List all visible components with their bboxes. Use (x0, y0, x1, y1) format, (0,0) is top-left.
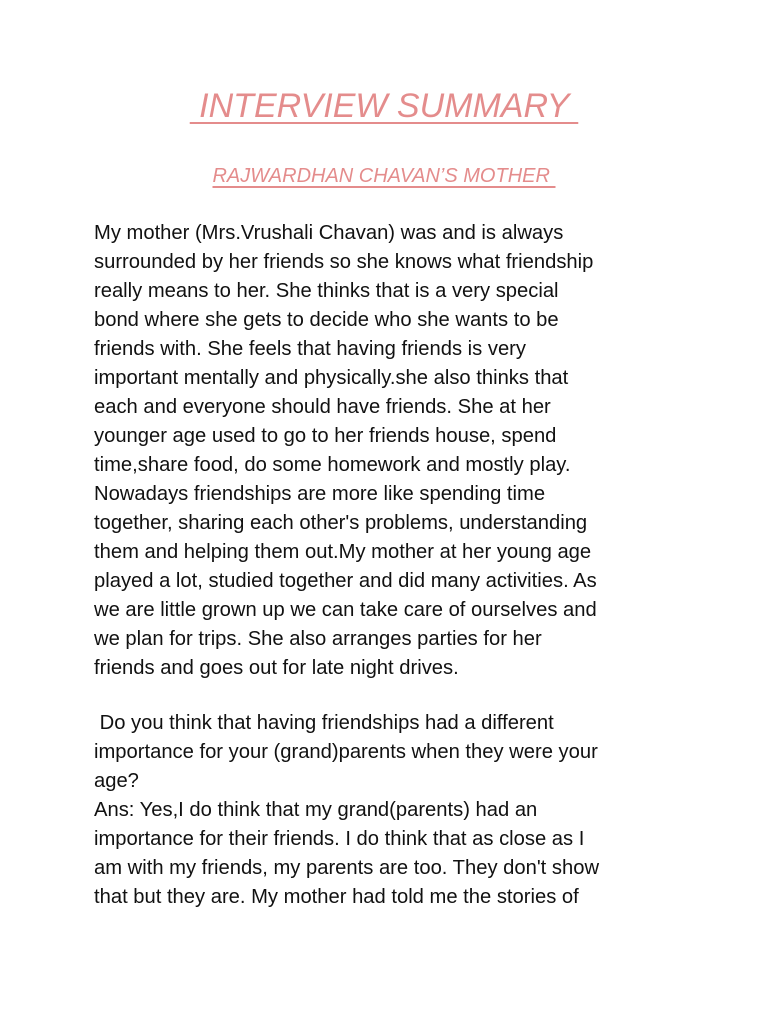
question-line: importance for your (grand)parents when they were your (94, 741, 598, 763)
text-line: really means to her. She thinks that is a very special (94, 280, 559, 302)
text-line: My mother (Mrs.Vrushali Chavan) was and is always (94, 222, 564, 244)
page-subtitle: RAJWARDHAN CHAVAN’S MOTHER (212, 165, 556, 187)
paragraph-1 (94, 219, 684, 683)
text-line: friends with. She feels that having friends is very (94, 338, 527, 360)
answer-line: importance for their friends. I do think that as close as I (94, 828, 585, 850)
text-line: played a lot, studied together and did many activities. As (94, 570, 597, 592)
answer-line: Ans: Yes,I do think that my grand(parents) had an (94, 799, 538, 821)
page-title: INTERVIEW SUMMARY (189, 87, 579, 125)
text-line: we are little grown up we can take care of ourselves and (94, 599, 597, 621)
question-line: age? (94, 770, 139, 792)
answer-line: that but they are. My mother had told me the stories of (94, 886, 579, 908)
question-line: Do you think that having friendships had a different (94, 712, 554, 734)
answer-line: am with my friends, my parents are too. They don't show (94, 857, 600, 879)
text-line: bond where she gets to decide who she wants to be (94, 309, 559, 331)
text-line: we plan for trips. She also arranges parties for her (94, 628, 542, 650)
text-line: younger age used to go to her friends house, spend (94, 425, 557, 447)
text-line: friends and goes out for late night drives. (94, 657, 459, 679)
text-line: them and helping them out.My mother at her young age (94, 541, 592, 563)
text-line: each and everyone should have friends. She at her (94, 396, 551, 418)
text-line: together, sharing each other's problems, understanding (94, 512, 588, 534)
text-line: surrounded by her friends so she knows what friendship (94, 251, 594, 273)
text-line: time,share food, do some homework and mostly play. (94, 454, 571, 476)
paragraph-2 (94, 709, 684, 912)
text-line: Nowadays friendships are more like spending time (94, 483, 546, 505)
text-line: important mentally and physically.she also thinks that (94, 367, 569, 389)
